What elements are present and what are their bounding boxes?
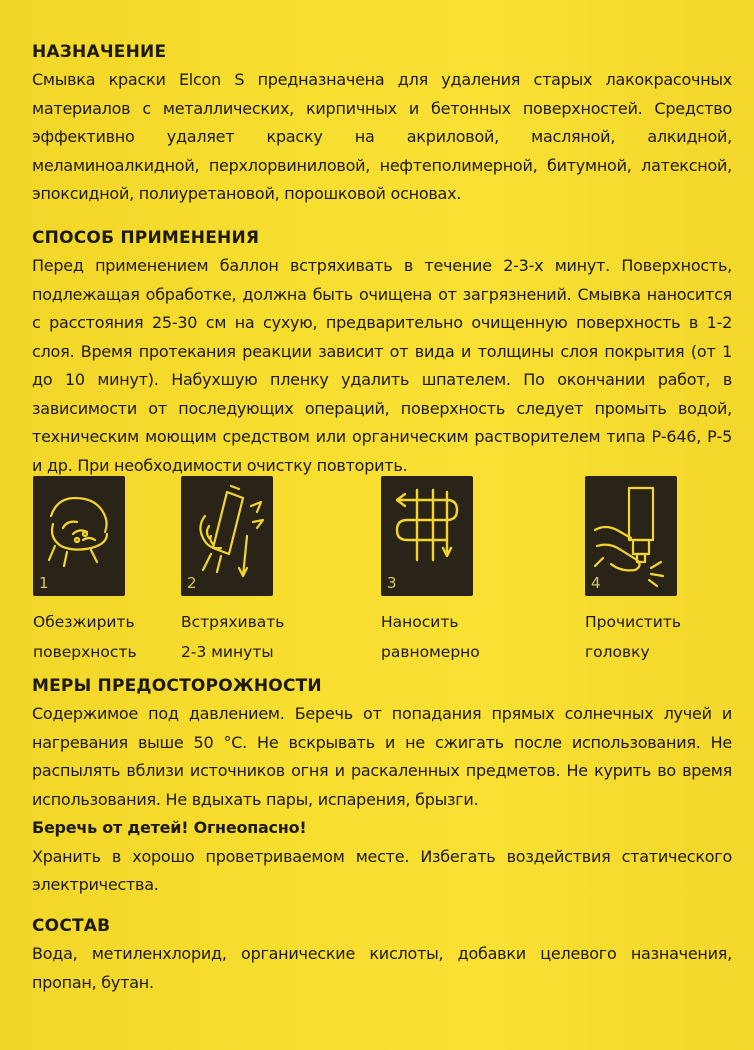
step-2-number: 2 [187, 574, 197, 592]
step-2-caption-2: 2-3 минуты [181, 643, 274, 661]
usage-heading: СПОСОБ ПРИМЕНЕНИЯ [32, 228, 260, 248]
hands-wipe-icon [33, 476, 125, 596]
precautions-storage: Хранить в хорошо проветриваемом месте. Избегать воздействия статического электричества. [32, 846, 732, 894]
purpose-text: Смывка краски Elcon S предназначена для удаления старых лакокрасочных материалов с металлических, кирпичных и бетонных поверхностей. Средство эффективно удаляет краску на акриловой, масляной, алкидной, меламиноалкидной, перхлорвиниловой, нефтеполимерной, битумной, латексной, эпоксидной, полиуретановой, порошковой основах. [32, 70, 732, 203]
step-1-caption-2: поверхность [33, 643, 137, 661]
step-4-number: 4 [591, 574, 601, 592]
step-1-number: 1 [39, 574, 49, 592]
step-1 [33, 476, 137, 666]
composition-section [32, 916, 732, 997]
purpose-heading: НАЗНАЧЕНИЕ [32, 42, 167, 62]
precautions-text: Содержимое под давлением. Беречь от попадания прямых солнечных лучей и нагревания выше 50 °С. Не вскрывать и не сжигать после использования. Не распылять вблизи источников огня и раскаленных предметов. Не курить во время использования. Не вдыхать пары, испарения, брызги. [32, 704, 732, 809]
step-3-caption-2: равномерно [381, 643, 480, 661]
precautions-heading: МЕРЫ ПРЕДОСТОРОЖНОСТИ [32, 676, 322, 696]
precautions-section [32, 676, 732, 900]
clean-nozzle-icon [585, 476, 677, 596]
composition-heading: СОСТАВ [32, 916, 111, 936]
step-3 [381, 476, 480, 666]
step-4-caption-2: головку [585, 643, 650, 661]
usage-text: Перед применением баллон встряхивать в течение 2-3-х минут. Поверхность, подлежащая обработке, должна быть очищена от загрязнений. Смывка наносится с расстояния 25-30 см на сухую, предварительно очищенную поверхность в 1-2 слоя. Время протекания реакции зависит от вида и толщины слоя покрытия (от 1 до 10 минут). Набухшую пленку удалить шпателем. По окончании работ, в зависимости от последующих операций, поверхность следует промыть водой, техническим моющим средством или органическим растворителем типа Р-646, Р-5 и др. При необходимости очистку повторить. [32, 256, 732, 475]
step-3-caption-1: Наносить [381, 613, 459, 631]
step-2-caption-1: Встряхивать [181, 613, 285, 631]
shake-can-icon [181, 476, 273, 596]
precautions-warning: Беречь от детей! Огнеопасно! [32, 818, 307, 837]
steps-row [0, 476, 754, 666]
step-1-caption-1: Обезжирить [33, 613, 135, 631]
usage-section [32, 228, 732, 480]
spray-pattern-icon [381, 476, 473, 596]
step-3-number: 3 [387, 574, 397, 592]
purpose-section [32, 42, 732, 209]
step-4-caption-1: Прочистить [585, 613, 681, 631]
composition-text: Вода, метиленхлорид, органические кислоты, добавки целевого назначения, пропан, бутан. [32, 944, 732, 992]
step-4 [585, 476, 681, 666]
step-2 [181, 476, 285, 666]
